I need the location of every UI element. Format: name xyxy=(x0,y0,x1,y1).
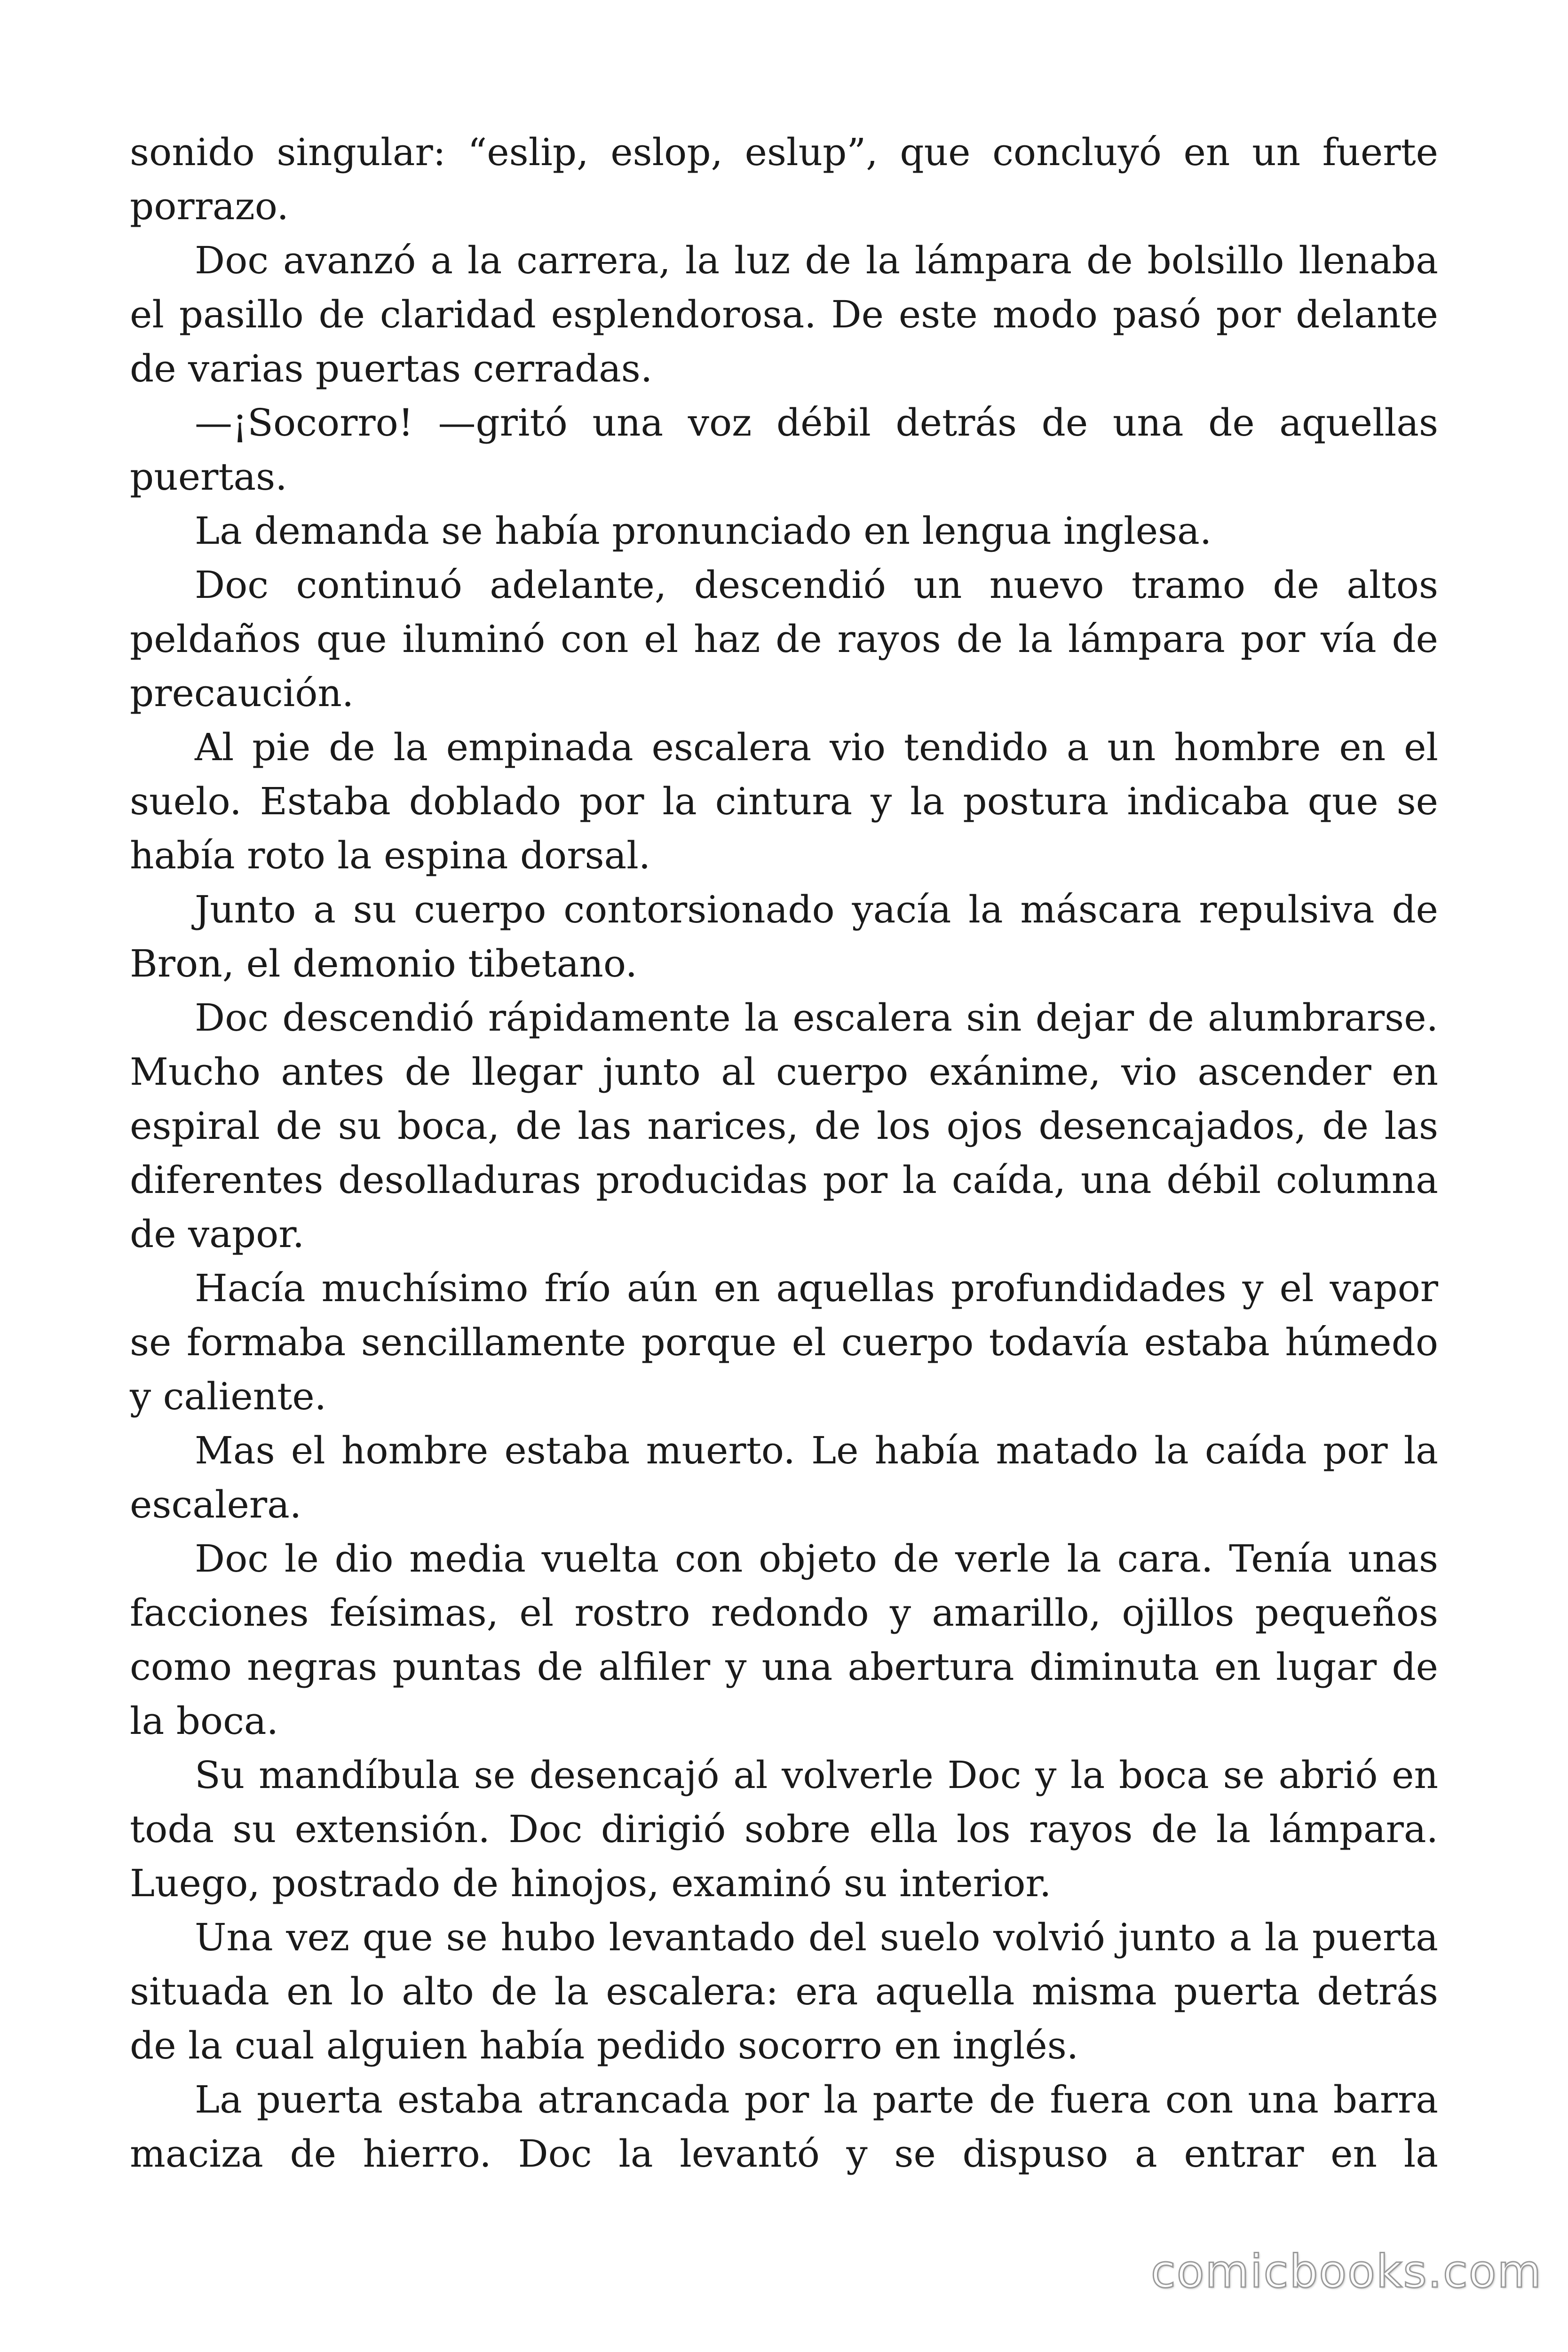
site-watermark: comicbooks.com xyxy=(1150,2245,1542,2298)
paragraph: Mas el hombre estaba muerto. Le había matado la caída por la escalera. xyxy=(130,1429,1438,1526)
paragraph: Junto a su cuerpo contorsionado yacía la máscara repulsiva de Bron, el demonio tibetano. xyxy=(130,888,1438,985)
paragraph: —¡Socorro! —gritó una voz débil detrás de una de aquellas puertas. xyxy=(130,401,1438,499)
body-text xyxy=(130,125,1438,2181)
paragraph: Doc continuó adelante, descendió un nuevo tramo de altos peldaños que iluminó con el haz de rayos de la lámpara por vía de precaución. xyxy=(130,563,1438,715)
paragraph: Doc avanzó a la carrera, la luz de la lámpara de bolsillo llenaba el pasillo de claridad esplendorosa. De este modo pasó por delante de varias puertas cerradas. xyxy=(130,238,1438,390)
paragraph: Doc le dio media vuelta con objeto de verle la cara. Tenía unas facciones feísimas, el rostro redondo y amarillo, ojillos pequeños como negras puntas de alfiler y una abertura diminuta en lugar de la boca. xyxy=(130,1537,1438,1743)
paragraph: Hacía muchísimo frío aún en aquellas profundidades y el vapor se formaba sencillamente porque el cuerpo todavía estaba húmedo y caliente. xyxy=(130,1266,1438,1418)
paragraph: Doc descendió rápidamente la escalera sin dejar de alumbrarse. Mucho antes de llegar junto al cuerpo exánime, vio ascender en espiral de su boca, de las narices, de los ojos desencajados, de las diferentes desolladuras producidas por la caída, una débil columna de vapor. xyxy=(130,996,1438,1256)
paragraph: Al pie de la empinada escalera vio tendido a un hombre en el suelo. Estaba doblado por la cintura y la postura indicaba que se había roto la espina dorsal. xyxy=(130,725,1438,877)
paragraph: La puerta estaba atrancada por la parte de fuera con una barra maciza de hierro. Doc la levantó y se dispuso a entrar en la xyxy=(130,2078,1438,2176)
paragraph: Su mandíbula se desencajó al volverle Doc y la boca se abrió en toda su extensión. Doc dirigió sobre ella los rayos de la lámpara. Luego, postrado de hinojos, examinó su interior. xyxy=(130,1753,1438,1905)
paragraph: La demanda se había pronunciado en lengua inglesa. xyxy=(195,509,1212,553)
paragraph: Una vez que se hubo levantado del suelo volvió junto a la puerta situada en lo alto de la escalera: era aquella misma puerta detrás de la cual alguien había pedido socorro en inglés. xyxy=(130,1915,1438,2067)
paragraph: sonido singular: “eslip, eslop, eslup”, que concluyó en un fuerte porrazo. xyxy=(130,130,1438,228)
